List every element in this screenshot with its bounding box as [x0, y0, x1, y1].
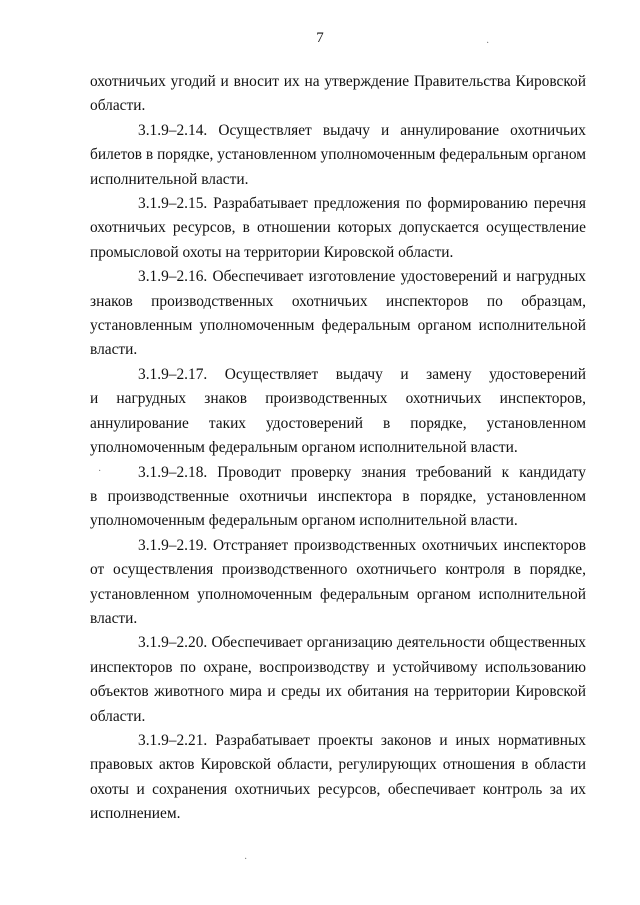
text-line: инспекторов по охране, воспроизводству и устойчивому использованию: [90, 658, 586, 676]
text-line: охоты и сохранения охотничьих ресурсов, обеспечивает контроль за их: [90, 780, 586, 798]
text-line: области.: [90, 707, 146, 725]
text-line: 3.1.9–2.17. Осуществляет выдачу и замену удостоверений: [138, 365, 586, 383]
text-line: билетов в порядке, установленном уполномоченным федеральным органом: [90, 146, 586, 164]
text-line: в производственные охотничьи инспектора в порядке, установленном: [90, 487, 586, 505]
text-line: 3.1.9–2.18. Проводит проверку знания требований к кандидату: [138, 463, 586, 481]
text-line: охотничьих угодий и вносит их на утверждение Правительства Кировской: [90, 73, 586, 90]
paragraph-3-1-9-2-18: [90, 461, 586, 534]
text-line: власти.: [90, 341, 138, 359]
text-line: 3.1.9–2.21. Разрабатывает проекты законов и иных нормативных: [138, 731, 586, 749]
paragraph-3-1-9-2-19: [90, 534, 586, 632]
scan-speck: ·: [244, 854, 248, 865]
paragraph-continuation: [90, 70, 586, 119]
text-line: от осуществления производственного охотничьего контроля в порядке,: [90, 561, 586, 579]
scan-speck: ·: [486, 38, 490, 49]
text-line: уполномоченным федеральным органом исполнительной власти.: [90, 512, 518, 530]
text-line: области.: [90, 97, 146, 115]
text-line: установленном уполномоченным федеральным органом исполнительной: [90, 585, 586, 603]
text-line: власти.: [90, 609, 138, 627]
paragraph-3-1-9-2-14: [90, 119, 586, 192]
text-line: объектов животного мира и среды их обитания на территории Кировской: [90, 683, 586, 701]
text-line: 3.1.9–2.15. Разрабатывает предложения по формированию перечня: [138, 195, 586, 213]
text-line: правовых актов Кировской области, регулирующих отношения в области: [90, 756, 586, 774]
text-line: уполномоченным федеральным органом исполнительной власти.: [90, 439, 518, 457]
scan-speck: ·: [98, 466, 102, 477]
paragraph-3-1-9-2-20: [90, 631, 586, 729]
document-body: [90, 70, 586, 827]
text-line: 3.1.9–2.20. Обеспечивает организацию деятельности общественных: [138, 634, 586, 652]
text-line: 3.1.9–2.16. Обеспечивает изготовление удостоверений и нагрудных: [138, 268, 586, 286]
paragraph-3-1-9-2-16: [90, 265, 586, 363]
text-line: промысловой охоты на территории Кировской области.: [90, 243, 454, 261]
text-line: установленным уполномоченным федеральным органом исполнительной: [90, 317, 586, 335]
text-line: и нагрудных знаков производственных охотничьих инспекторов,: [90, 390, 586, 408]
paragraph-3-1-9-2-21: [90, 729, 586, 827]
text-line: исполнительной власти.: [90, 170, 249, 188]
text-line: охотничьих ресурсов, в отношении которых допускается осуществление: [90, 219, 586, 237]
text-line: 3.1.9–2.19. Отстраняет производственных охотничьих инспекторов: [138, 536, 586, 554]
page-number: 7: [316, 30, 324, 46]
text-line: знаков производственных охотничьих инспекторов по образцам,: [90, 292, 586, 310]
text-line: исполнением.: [90, 805, 181, 823]
text-line: 3.1.9–2.14. Осуществляет выдачу и аннулирование охотничьих: [138, 121, 586, 139]
paragraph-3-1-9-2-15: [90, 192, 586, 265]
text-line: аннулирование таких удостоверений в порядке, установленном: [90, 414, 586, 432]
paragraph-3-1-9-2-17: [90, 363, 586, 461]
